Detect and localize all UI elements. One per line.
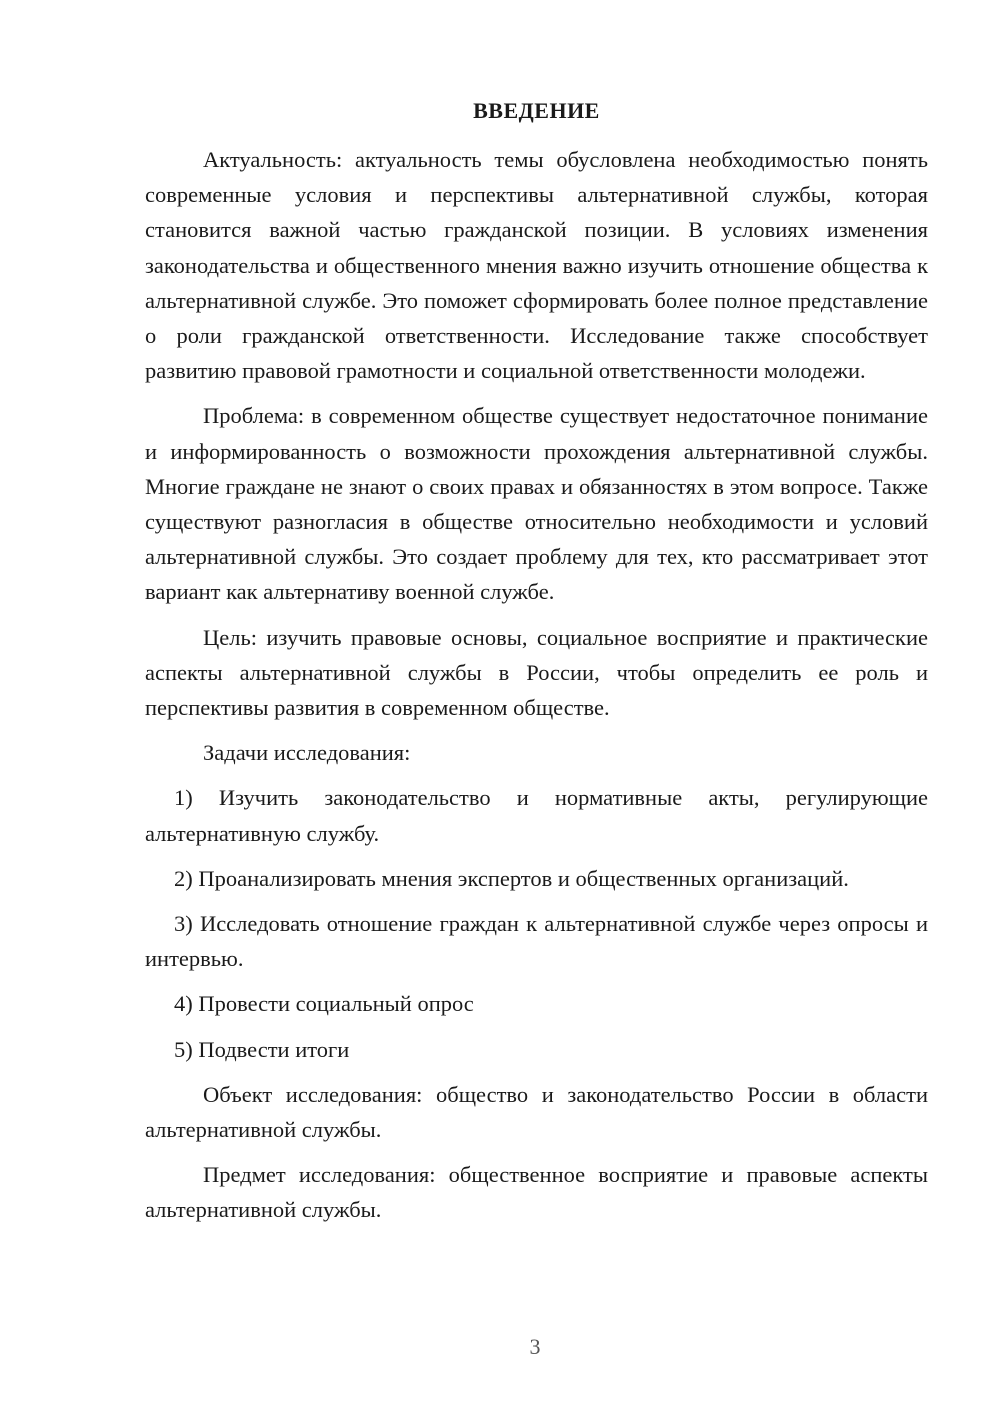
task-item-5: 5) Подвести итоги <box>174 1036 350 1062</box>
goal-paragraph: Цель: изучить правовые основы, социальное восприятие и практические аспекты альтернативной службы в России, чтобы определить ее роль и перспективы развития в современном обществе. <box>145 624 928 721</box>
page-number: 3 <box>529 1334 541 1359</box>
relevance-paragraph: Актуальность: актуальность темы обусловлена необходимостью понять современные условия и перспективы альтернативной службы, которая становится важной частью гражданской позиции. В условиях изменения законодательства и общественного мнения важно изучить отношение общества к альтернативной службе. Это поможет сформировать более полное представление о роли гражданской ответственности. Исследование также способствует развитию правовой грамотности и социальной ответственности молодежи. <box>145 147 928 384</box>
subject-paragraph: Предмет исследования: общественное восприятие и правовые аспекты альтернативной службы. <box>145 1162 928 1223</box>
tasks-list <box>145 780 928 1066</box>
task-item-3: 3) Исследовать отношение граждан к альтернативной службе через опросы и интервью. <box>145 911 928 972</box>
section-heading: ВВЕДЕНИЕ <box>473 98 600 123</box>
object-paragraph: Объект исследования: общество и законодательство России в области альтернативной службы. <box>145 1081 928 1143</box>
task-item-4: 4) Провести социальный опрос <box>174 991 474 1017</box>
tasks-title: Задачи исследования: <box>203 740 411 766</box>
task-item-2: 2) Проанализировать мнения экспертов и общественных организаций. <box>174 865 849 891</box>
document-page <box>145 94 928 1238</box>
task-item-1: 1) Изучить законодательство и нормативные акты, регулирующие альтернативную службу. <box>145 785 928 846</box>
problem-paragraph: Проблема: в современном обществе существует недостаточное понимание и информированность о возможности прохождения альтернативной службы. Многие граждане не знают о своих правах и обязанностях в этом вопросе. Также существуют разногласия в обществе относительно необходимости и условий альтернативной службы. Это создает проблему для тех, кто рассматривает этот вариант как альтернативу военной службе. <box>145 403 928 605</box>
